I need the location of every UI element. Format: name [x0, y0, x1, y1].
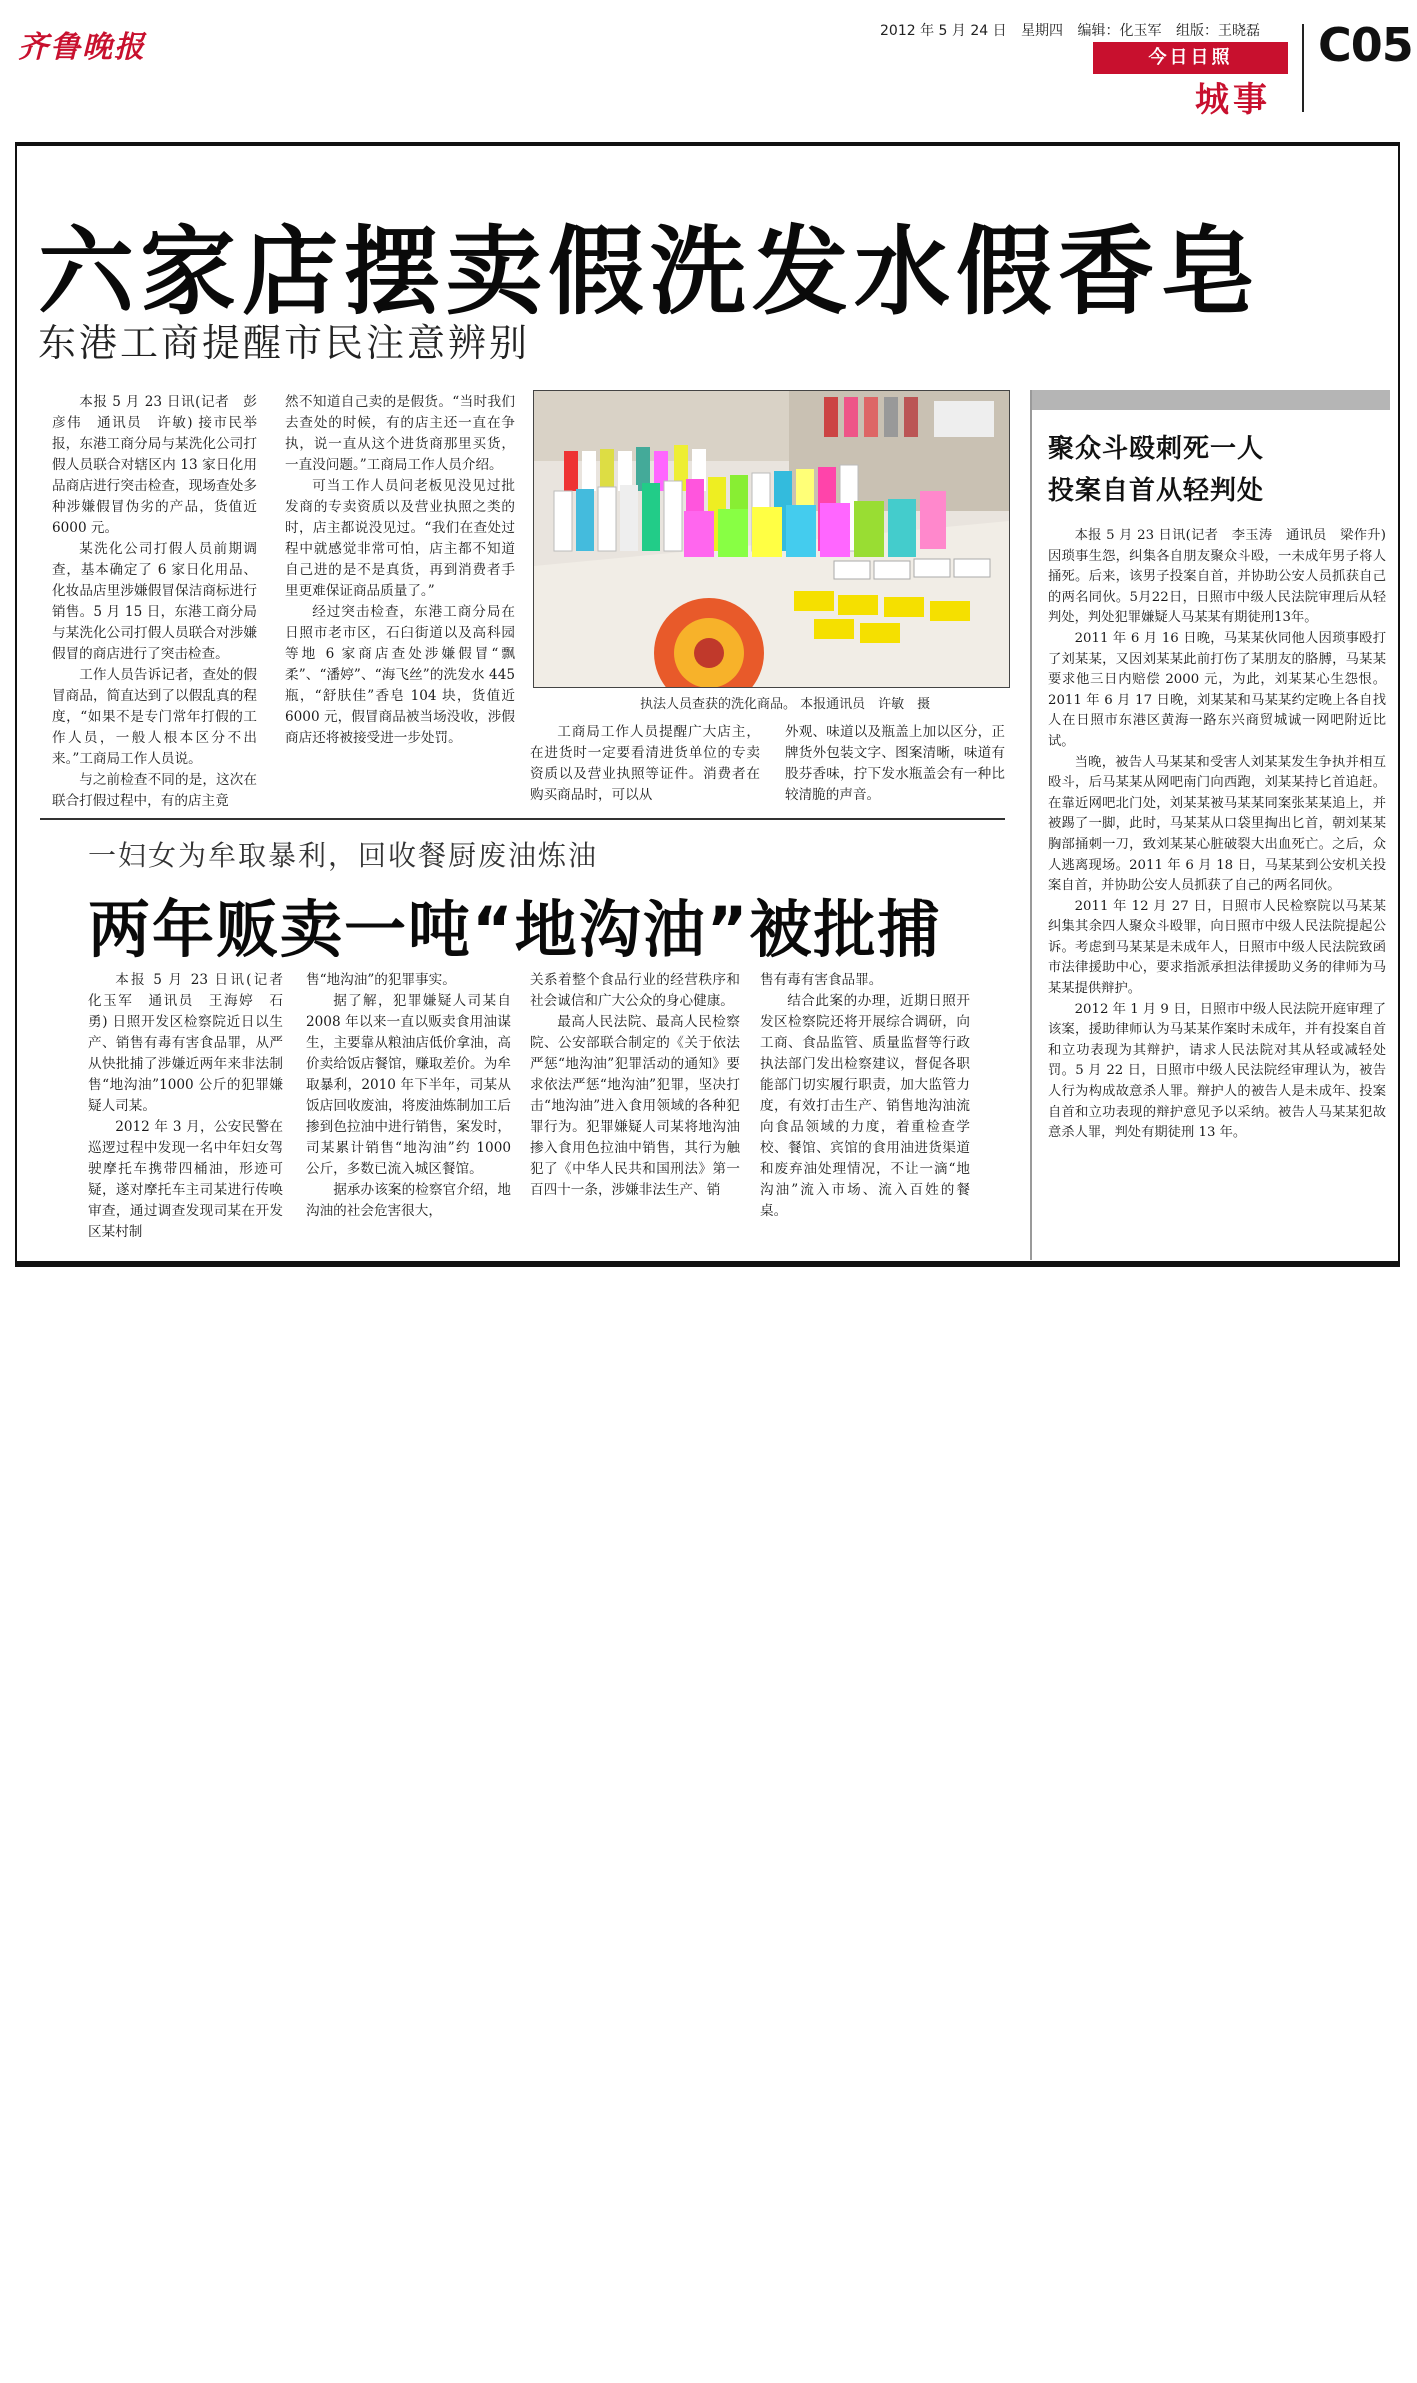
- paragraph: 最高人民法院、最高人民检察院、公安部联合制定的《关于依法严惩“地沟油”犯罪活动的通知》要求依法严惩“地沟油”犯罪，坚决打击“地沟油”进入食用领域的各种犯罪行为。犯罪嫌疑人司某将地沟油掺入食用色拉油中销售，其行为触犯了《中华人民共和国刑法》第一百四十一条，涉嫌非法生产、销: [530, 1014, 740, 1198]
- sidebar-headline: [1048, 428, 1264, 512]
- photo-caption: 执法人员查获的洗化商品。 本报通讯员 许敏 摄: [640, 697, 931, 712]
- sidebar-headline-line-1: 聚众斗殴刺死一人: [1048, 434, 1265, 464]
- sidebar-body: [1048, 526, 1386, 1144]
- paragraph: 售有毒有害食品罪。: [760, 972, 883, 988]
- lead-headline: 六家店摆卖假洗发水假香皂: [38, 216, 1262, 328]
- paragraph: 售“地沟油”的犯罪事实。: [306, 972, 456, 988]
- section-name: 城事: [1195, 80, 1271, 120]
- lead-column-3: [530, 722, 760, 806]
- paragraph: 据承办该案的检察官介绍，地沟油的社会危害很大，: [306, 1182, 511, 1219]
- second-kicker: 一妇女为牟取暴利，回收餐厨废油炼油: [88, 839, 599, 872]
- paragraph: 可当工作人员问老板见没见过批发商的专卖资质以及营业执照之类的时，店主都说没见过。“我们在查处过程中就感觉非常可怕，店主都不知道自己进的是不是真货，再到消费者手里更难保证商品质量了。”: [285, 478, 515, 599]
- paragraph: 本报 5 月 23 日讯(记者 李玉涛 通讯员 梁作升) 因琐事生怨，纠集各自朋友聚众斗殴，一未成年男子将人捅死。后来，该男子投案自首，并协助公安人员抓获自己的两名同伙。5月22日，日照市中级人民法院审理后从轻判处，判处犯罪嫌疑人马某某有期徒刑13年。: [1048, 528, 1386, 626]
- lead-column-2: [285, 392, 515, 749]
- paragraph: 工作人员告诉记者，查处的假冒商品，简直达到了以假乱真的程度，“如果不是专门常年打假的工作人员，一般人根本区分不出来。”工商局工作人员说。: [52, 667, 257, 767]
- header-divider: [1302, 24, 1304, 112]
- photo-illustration: [534, 391, 1009, 687]
- issue-info: [880, 20, 1270, 40]
- paragraph: 2012 年 3 月，公安民警在巡逻过程中发现一名中年妇女驾驶摩托车携带四桶油，形迹可疑，遂对摩托车主司某进行传唤审查，通过调查发现司某在开发区某村制: [88, 1119, 283, 1240]
- paragraph: 工商局工作人员提醒广大店主，在进货时一定要看清进货单位的专卖资质以及营业执照等证件。消费者在购买商品时，可以从: [530, 724, 760, 803]
- newspaper-logo: 齐鲁晚报: [18, 30, 146, 65]
- second-column-4: [760, 970, 970, 1222]
- issue-weekday: 星期四: [1021, 23, 1064, 39]
- paragraph: 关系着整个食品行业的经营秩序和社会诚信和广大公众的身心健康。: [530, 972, 740, 1009]
- paragraph: 2012 年 1 月 9 日，日照市中级人民法院开庭审理了该案，援助律师认为马某某作案时未成年，并有投案自首和立功表现为其辩护，请求人民法院对其从轻或减轻处罚。5 月 22 日，日照市中级人民法院经审理认为，被告人行为构成故意杀人罪。辩护人的被告人是未成年、投案自首和立功表现的辩护意见予以采纳。被告人马某某犯故意杀人罪，判处有期徒刑 13 年。: [1048, 1001, 1386, 1141]
- sidebar-top-bar: [1030, 390, 1390, 410]
- paragraph: 当晚，被告人马某某和受害人刘某某发生争执并相互殴斗，后马某某从网吧南门向西跑，刘某某持匕首追赶。在靠近网吧北门处，刘某某被马某某同案张某某追上，并被踢了一脚，此时，马某某从口袋里掏出匕首，朝刘某某胸部捅刺一刀，致刘某某心脏破裂大出血死亡。之后，众人逃离现场。2011 年 6 月 18 日，马某某到公安机关投案自首，并协助公安人员抓获了自己的两名同伙。: [1048, 754, 1386, 894]
- sidebar-divider: [1030, 390, 1032, 1260]
- paragraph: 某洗化公司打假人员前期调查，基本确定了 6 家日化用品、化妆品店里涉嫌假冒保洁商标进行销售。5 月 15 日，东港工商分局与某洗化公司打假人员联合对涉嫌假冒的商店进行了突击检查。: [52, 541, 257, 662]
- paragraph: 2011 年 12 月 27 日，日照市人民检察院以马某某纠集其余四人聚众斗殴罪，向日照市中级人民法院提起公诉。考虑到马某某是未成年人，日照市中级人民法院致函市法律援助中心，要求指派承担法律援助义务的律师为马某某提供辩护。: [1048, 898, 1386, 997]
- lead-column-4: [785, 722, 1005, 806]
- paragraph: 外观、味道以及瓶盖上加以区分，正牌货外包装文字、图案清晰，味道有股芬香味，拧下发水瓶盖会有一种比较清脆的声音。: [785, 724, 1005, 803]
- second-column-1: [88, 970, 297, 1243]
- layout-credit: 组版：王晓磊: [1175, 23, 1260, 39]
- paragraph: 然不知道自己卖的是假货。“当时我们去查处的时候，有的店主还一直在争执，说一直从这个进货商那里买货，一直没问题。”工商局工作人员介绍。: [285, 394, 515, 473]
- lead-subheadline: 东港工商提醒市民注意辨别: [38, 321, 531, 365]
- paragraph: 结合此案的办理，近期日照开发区检察院还将开展综合调研，向工商、食品监管、质量监督等行政执法部门发出检察建议，督促各职能部门切实履行职责，加大监管力度，有效打击生产、销售地沟油流向食品领域的力度，着重检查学校、餐馆、宾馆的食用油进货渠道和废弃油处理情况，不让一滴“地沟油”流入市场、流入百姓的餐桌。: [760, 993, 970, 1219]
- story-divider: [40, 818, 1005, 820]
- paragraph: 与之前检查不同的是，这次在联合打假过程中，有的店主竟: [52, 772, 257, 809]
- paragraph: 本报 5 月 23 日讯(记者 彭彦伟 通讯员 许敏) 接市民举报，东港工商分局与某洗化公司打假人员联合对辖区内 13 家日化用品商店进行突击检查，现场查处多种涉嫌假冒伪劣的产品，货值近 6000 元。: [52, 394, 257, 536]
- second-column-2: [306, 970, 511, 1222]
- section-banner: 今日日照: [1093, 42, 1288, 74]
- sidebar-headline-line-2: 投案自首从轻判处: [1048, 476, 1265, 506]
- paragraph: 2011 年 6 月 16 日晚，马某某伙同他人因琐事殴打了刘某某，又因刘某某此前打伤了某朋友的胳膊，马某某要求他三日内赔偿 2000 元，为此，刘某某心生怨恨。2011 年 6 月 17 日晚，刘某某和马某某约定晚上各自找人在日照市东港区黄海一路东兴商贸城诚一网吧附近比试。: [1048, 630, 1386, 749]
- second-headline: 两年贩卖一吨“地沟油”被批捕: [88, 893, 942, 966]
- paragraph: 本报 5 月 23 日讯(记者 化玉军 通讯员 王海婷 石勇) 日照开发区检察院近日以生产、销售有毒有害食品罪，从严从快批捕了涉嫌近两年来非法制售“地沟油”1000 公斤的犯罪嫌疑人司某。: [88, 972, 297, 1114]
- issue-date: 2012 年 5 月 24 日: [880, 23, 1007, 39]
- paragraph: 经过突击检查，东港工商分局在日照市老市区，石臼街道以及高科园等地 6 家商店查处涉嫌假冒“飘柔”、“潘婷”、“海飞丝”的洗发水 445 瓶，“舒肤佳”香皂 104 块，货值近 6000 元，假冒商品被当场没收，涉假商店还将被接受进一步处罚。: [285, 604, 515, 746]
- page-number: C05: [1318, 18, 1413, 72]
- editor-credit: 编辑：化玉军: [1077, 23, 1162, 39]
- paragraph: 据了解，犯罪嫌疑人司某自 2008 年以来一直以贩卖食用油谋生，主要靠从粮油店低价拿油，高价卖给饭店餐馆，赚取差价。为牟取暴利，2010 年下半年，司某从饭店回收废油，将废油炼制加工后掺到色拉油中进行销售，案发时，司某累计销售“地沟油”约 1000 公斤，多数已流入城区餐馆。: [306, 993, 511, 1177]
- product-photo: [533, 390, 1010, 688]
- second-column-3: [530, 970, 740, 1201]
- lead-column-1: [52, 392, 257, 812]
